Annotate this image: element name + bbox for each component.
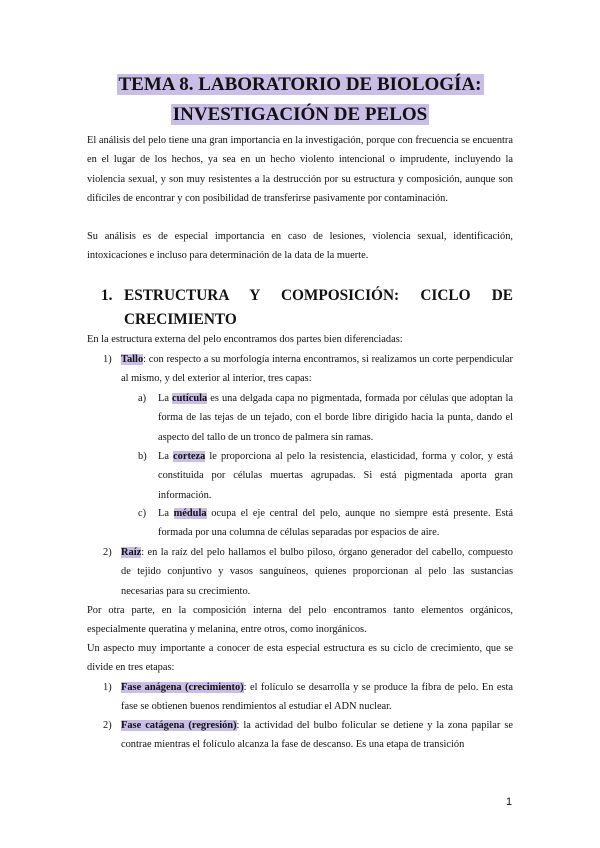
intro-paragraph-2: Su análisis es de especial importancia en caso de lesiones, violencia sexual, identificación, intoxicaciones e incluso para determinación de la data de la muerte. xyxy=(87,231,513,262)
corteza-text: le proporciona al pelo la resistencia, elasticidad, forma y color, y está constituida por células muertas agrupadas. Si está pigmentada aporta gran información. xyxy=(158,451,514,501)
sub-marker: b) xyxy=(138,451,147,462)
title-line-1 xyxy=(0,74,600,96)
term-corteza: corteza xyxy=(173,451,206,462)
cycle-paragraph: Un aspecto muy importante a conocer de esta especial estructura es su ciclo de crecimiento, que se divide en tres etapas: xyxy=(87,643,513,674)
sub-pre: La xyxy=(158,393,173,404)
section-title-line-2: CRECIMIENTO xyxy=(124,311,237,328)
sub-marker: a) xyxy=(138,393,147,404)
medula-text: ocupa el eje central del pelo, aunque no siempre está presente. Está formada por una columna de células separadas por espacios de aire. xyxy=(158,508,513,539)
title-line-2 xyxy=(0,104,600,126)
composition-paragraph: Por otra parte, en la composición interna del pelo encontramos tanto elementos orgánicos, especialmente queratina y melanina, entre otros, como inorgánicos. xyxy=(87,605,513,636)
page-number: 1 xyxy=(506,796,513,808)
tallo-text: : con respecto a su morfología interna encontramos, si realizamos un corte perpendicular al mismo, y del exterior al interior, tres capas: xyxy=(121,354,513,385)
list-marker: 2) xyxy=(103,720,112,731)
term-fase-catagena: Fase catágena (regresión) xyxy=(121,720,237,731)
list-marker: 2) xyxy=(103,547,112,558)
anagena-text: : el folículo se desarrolla y se produce la fibra de pelo. En esta fase se obtienen buenos rendimientos al estudiar el ADN nuclear. xyxy=(121,682,514,713)
section-lead: En la estructura externa del pelo encontramos dos partes bien diferenciadas: xyxy=(87,334,403,345)
term-tallo: Tallo xyxy=(121,354,144,365)
list-marker: 1) xyxy=(103,682,112,693)
raiz-text: : en la raíz del pelo hallamos el bulbo piloso, órgano generador del cabello, compuesto de tejido conjuntivo y vasos sanguíneos, quienes proporcionan al pelo las sustancias necesarias para su crecimiento. xyxy=(121,547,513,597)
sub-pre: La xyxy=(158,508,174,519)
title-line-1-text: TEMA 8. LABORATORIO DE BIOLOGÍA: xyxy=(118,74,482,95)
intro-paragraph-1: El análisis del pelo tiene una gran importancia en la investigación, porque con frecuencia se encuentra en el lugar de los hechos, ya sea en un hecho violento intencional o imprudente, incluyendo la violencia sexual, y son muy resistentes a la destrucción por su estructura y composición, aunque son difíciles de encontrar y con posibilidad de transferirse pasivamente por contaminación. xyxy=(87,135,513,204)
term-medula: médula xyxy=(173,508,207,519)
term-fase-anagena: Fase anágena (crecimiento) xyxy=(121,682,244,693)
cuticula-text: es una delgada capa no pigmentada, formada por células que adoptan la forma de las tejas de un tejado, con el borde libre dirigido hacia la punta, dando el aspecto del tallo de un tronco de palmera sin ramas. xyxy=(158,393,513,443)
term-cuticula: cutícula xyxy=(172,393,208,404)
term-raiz: Raíz xyxy=(121,547,142,558)
catagena-text: : la actividad del bulbo folicular se detiene y la zona papilar se contrae mientras el folículo alcanza la fase de descanso. Es una etapa de transición xyxy=(121,720,513,751)
section-number: 1. xyxy=(101,287,113,304)
title-line-2-text: INVESTIGACIÓN DE PELOS xyxy=(172,104,428,125)
sub-pre: La xyxy=(158,451,174,462)
sub-marker: c) xyxy=(138,508,147,519)
section-title-line-1: ESTRUCTURA Y COMPOSICIÓN: CICLO DE xyxy=(124,287,513,304)
list-marker: 1) xyxy=(103,354,112,365)
